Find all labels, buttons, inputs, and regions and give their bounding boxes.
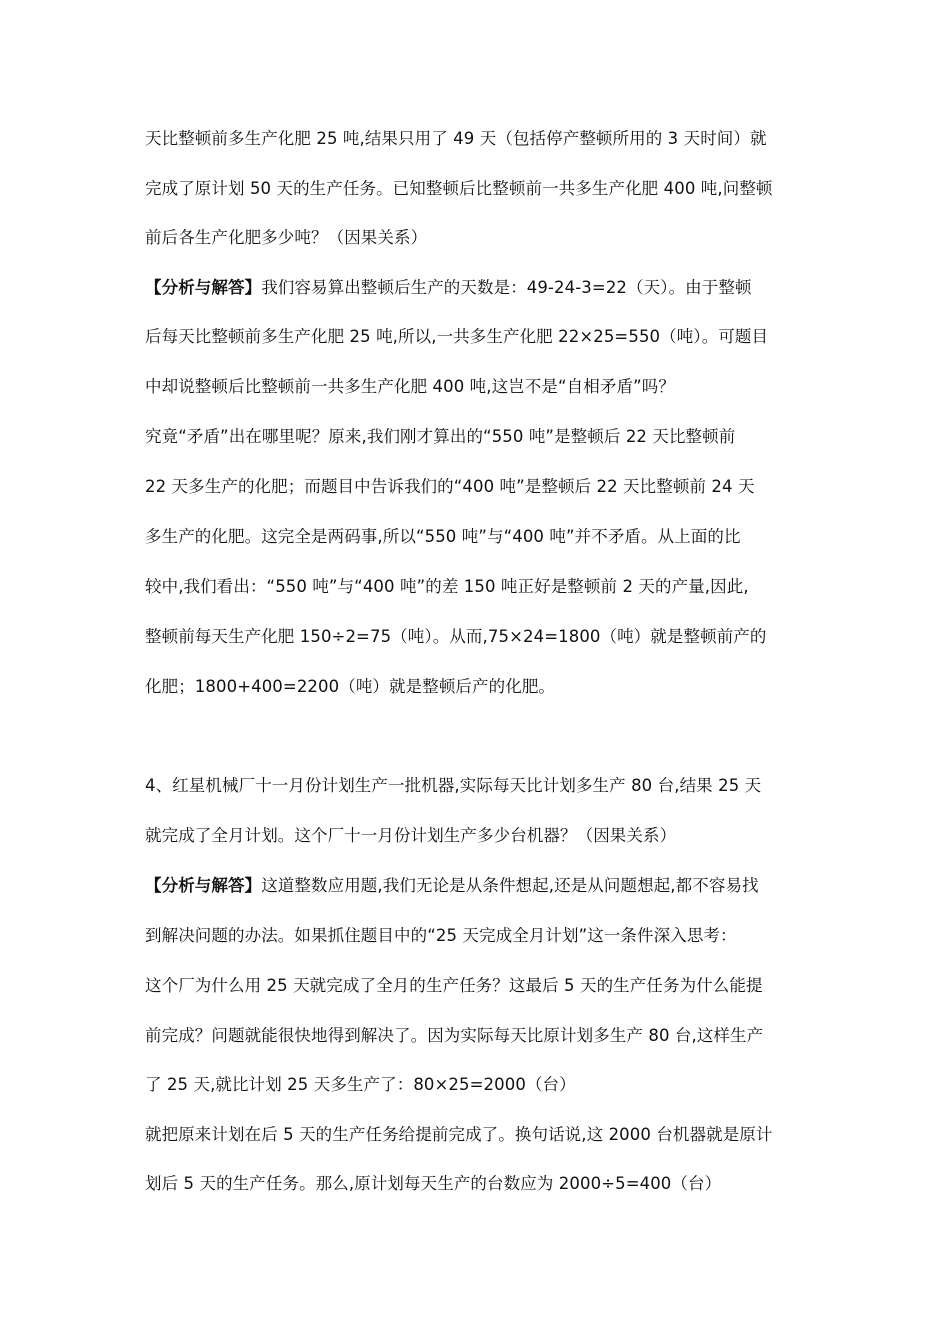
problem4-answer-line-7: 划后 5 天的生产任务。那么,原计划每天生产的台数应为 2000÷5=400（台） — [145, 1174, 722, 1193]
answer-text: 这道整数应用题,我们无论是从条件想起,还是从问题想起,都不容易找 — [261, 876, 759, 895]
problem3-line-3: 前后各生产化肥多少吨？（因果关系） — [145, 228, 428, 247]
problem3-answer-line-5: 22 天多生产的化肥；而题目中告诉我们的“400 吨”是整顿后 22 天比整顿前 24 天 — [145, 477, 755, 496]
problem3-answer-line-1 — [145, 277, 752, 299]
problem4-answer-line-5: 了 25 天,就比计划 25 天多生产了：80×25=2000（台） — [145, 1075, 576, 1094]
problem3-answer-line-9: 化肥；1800+400=2200（吨）就是整顿后产的化肥。 — [145, 677, 556, 696]
problem3-answer-line-8: 整顿前每天生产化肥 150÷2=75（吨）。从而,75×24=1800（吨）就是整顿前产的 — [145, 627, 767, 646]
answer-label: 【分析与解答】 — [145, 876, 262, 895]
problem3-answer-line-4: 究竟“矛盾”出在哪里呢？原来,我们刚才算出的“550 吨”是整顿后 22 天比整顿前 — [145, 427, 736, 446]
problem3-line-1: 天比整顿前多生产化肥 25 吨,结果只用了 49 天（包括停产整顿所用的 3 天时间）就 — [145, 129, 767, 148]
problem3-answer-line-2: 后每天比整顿前多生产化肥 25 吨,所以,一共多生产化肥 22×25=550（吨）。可题目 — [145, 327, 769, 346]
problem4-answer-line-2: 到解决问题的办法。如果抓住题目中的“25 天完成全月计划”这一条件深入思考： — [145, 926, 737, 945]
problem4-line-1: 4、红星机械厂十一月份计划生产一批机器,实际每天比计划多生产 80 台,结果 25 天 — [145, 776, 762, 795]
problem4-line-2: 就完成了全月计划。这个厂十一月份计划生产多少台机器？（因果关系） — [145, 826, 677, 845]
problem3-answer-line-6: 多生产的化肥。这完全是两码事,所以“550 吨”与“400 吨”并不矛盾。从上面的比 — [145, 527, 741, 546]
problem3-answer-line-3: 中却说整顿后比整顿前一共多生产化肥 400 吨,这岂不是“自相矛盾”吗？ — [145, 377, 675, 396]
problem4-answer-line-4: 前完成？问题就能很快地得到解决了。因为实际每天比原计划多生产 80 台,这样生产 — [145, 1026, 764, 1045]
problem3-line-2: 完成了原计划 50 天的生产任务。已知整顿后比整顿前一共多生产化肥 400 吨,问整顿 — [145, 179, 773, 198]
problem4-answer-line-3: 这个厂为什么用 25 天就完成了全月的生产任务？这最后 5 天的生产任务为什么能提 — [145, 976, 763, 995]
answer-text: 我们容易算出整顿后生产的天数是：49-24-3=22（天）。由于整顿 — [261, 278, 752, 297]
answer-label: 【分析与解答】 — [145, 278, 262, 297]
problem4-answer-line-6: 就把原来计划在后 5 天的生产任务给提前完成了。换句话说,这 2000 台机器就是原计 — [145, 1125, 773, 1144]
problem4-answer-line-1 — [145, 875, 759, 897]
problem3-answer-line-7: 较中,我们看出：“550 吨”与“400 吨”的差 150 吨正好是整顿前 2 天的产量,因此, — [145, 577, 749, 596]
